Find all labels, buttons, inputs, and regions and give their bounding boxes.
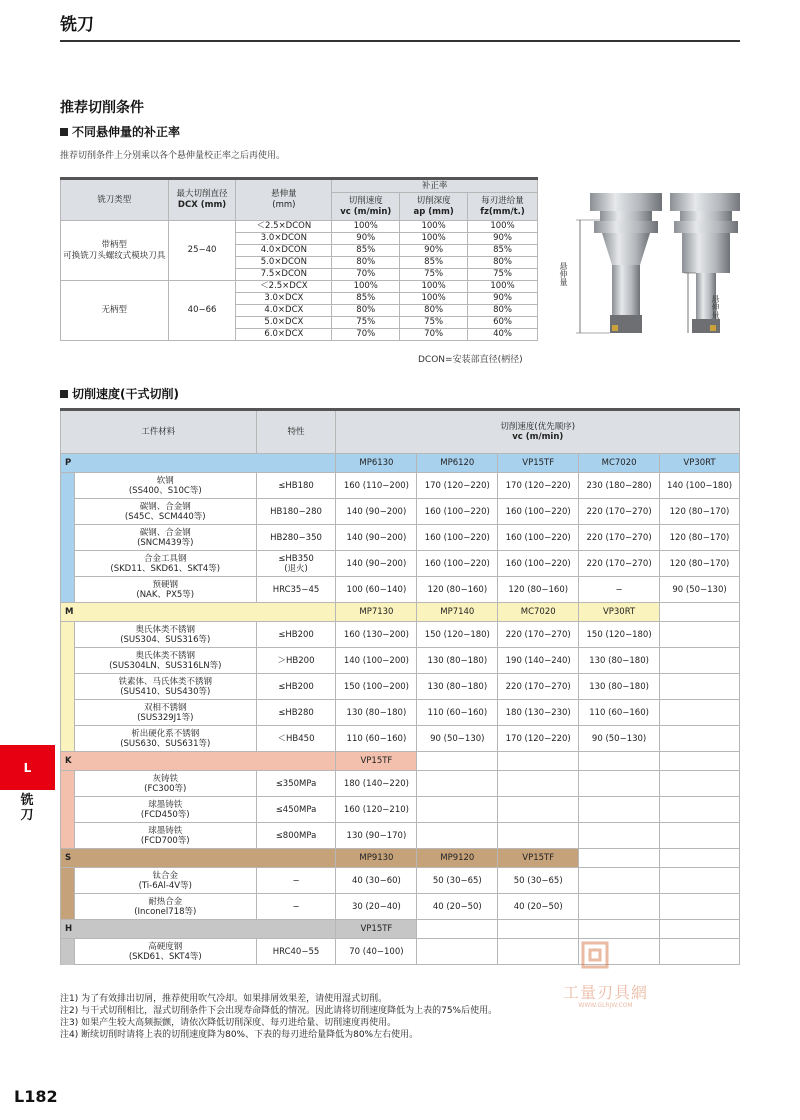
dcx-cell: 25−40 xyxy=(168,221,236,281)
speed-value-cell: 130 (90−170) xyxy=(336,823,417,849)
speed-value-cell xyxy=(498,771,579,797)
group-color-bar xyxy=(61,499,75,525)
group-color-bar xyxy=(61,577,75,603)
col-property-header: 特性 xyxy=(256,410,336,454)
grade-header-cell: MP7130 xyxy=(336,603,417,622)
speed-value-cell: 130 (80−180) xyxy=(336,700,417,726)
material-row xyxy=(61,648,740,674)
iso-group-code: S xyxy=(61,849,336,868)
bullet-square xyxy=(60,128,68,136)
bullet-square xyxy=(60,390,68,398)
material-cell: 奥氏体类不锈钢 (SUS304、SUS316等) xyxy=(74,622,256,648)
group-color-bar xyxy=(61,939,75,965)
speed-value-cell: 130 (80−180) xyxy=(417,648,498,674)
correction-value-cell: 90% xyxy=(332,233,400,245)
section-title: 推荐切削条件 xyxy=(60,100,144,116)
correction-value-cell: 100% xyxy=(332,281,400,293)
property-cell: ＜HB450 xyxy=(256,726,336,752)
speed-value-cell: 100 (60−140) xyxy=(336,577,417,603)
header-rule xyxy=(60,40,740,42)
group-color-bar xyxy=(61,551,75,577)
overhang-cell: 3.0×DCX xyxy=(236,293,332,305)
iso-group-code: M xyxy=(61,603,336,622)
iso-group-code: H xyxy=(61,920,336,939)
speed-value-cell: 130 (80−180) xyxy=(417,674,498,700)
col-dcx-header: 最大切削直径 DCX (mm) xyxy=(168,179,236,221)
subsection-title-text: 切削速度(干式切削) xyxy=(72,387,179,401)
material-cell: 碳钢、合金钢 (S45C、SCM440等) xyxy=(74,499,256,525)
correction-value-cell: 85% xyxy=(332,245,400,257)
group-color-bar xyxy=(61,823,75,849)
speed-value-cell: 230 (180−280) xyxy=(579,473,660,499)
speed-value-cell xyxy=(579,868,660,894)
group-color-bar xyxy=(61,622,75,648)
grade-header-cell xyxy=(498,920,579,939)
speed-value-cell: 180 (140−220) xyxy=(336,771,417,797)
property-cell: ≤HB180 xyxy=(256,473,336,499)
speed-value-cell: 130 (80−180) xyxy=(579,648,660,674)
speed-value-cell: 50 (30−65) xyxy=(498,868,579,894)
overhang-cell: 4.0×DCX xyxy=(236,305,332,317)
col-vc-header: 切削速度 vc (m/min) xyxy=(332,193,400,221)
correction-value-cell: 100% xyxy=(332,221,400,233)
speed-value-cell: 120 (80−170) xyxy=(660,499,740,525)
grade-header-cell: MC7020 xyxy=(579,454,660,473)
group-color-bar xyxy=(61,894,75,920)
speed-value-cell: 110 (60−160) xyxy=(579,700,660,726)
col-type-header: 铣刀类型 xyxy=(61,179,169,221)
material-cell: 铁素体、马氏体类不锈钢 (SUS410、SUS430等) xyxy=(74,674,256,700)
correction-value-cell: 90% xyxy=(400,245,468,257)
group-color-bar xyxy=(61,726,75,752)
speed-table xyxy=(60,408,740,965)
watermark-text: 工量刃具網 xyxy=(562,983,648,1002)
group-color-bar xyxy=(61,648,75,674)
header-title: 铣刀 xyxy=(60,15,94,35)
grade-header-cell: MP6130 xyxy=(336,454,417,473)
grade-header-cell xyxy=(417,752,498,771)
material-cell: 球墨铸铁 (FCD700等) xyxy=(74,823,256,849)
overhang-cell: 4.0×DCON xyxy=(236,245,332,257)
material-group-row xyxy=(61,920,740,939)
material-cell: 双相不锈钢 (SUS329J1等) xyxy=(74,700,256,726)
correction-value-cell: 100% xyxy=(468,221,538,233)
property-cell: − xyxy=(256,868,336,894)
speed-value-cell: 220 (170−270) xyxy=(579,525,660,551)
speed-value-cell: 90 (50−130) xyxy=(417,726,498,752)
speed-value-cell: 40 (30−60) xyxy=(336,868,417,894)
overhang-label-right: 悬伸量 xyxy=(711,295,720,319)
correction-value-cell: 80% xyxy=(332,305,400,317)
speed-value-cell xyxy=(417,797,498,823)
speed-value-cell: 120 (80−160) xyxy=(417,577,498,603)
grade-header-cell xyxy=(498,752,579,771)
grade-header-cell xyxy=(579,849,660,868)
speed-value-cell xyxy=(417,939,498,965)
note-line: 注3) 如果产生较大高频振颤，请依次降低切削深度、每刃进给量、切削速度再使用。 xyxy=(60,1018,397,1028)
property-cell: ＞HB200 xyxy=(256,648,336,674)
material-row xyxy=(61,499,740,525)
speed-value-cell: 160 (110−200) xyxy=(336,473,417,499)
speed-value-cell: 140 (100−180) xyxy=(660,473,740,499)
speed-value-cell: 140 (90−200) xyxy=(336,499,417,525)
property-cell: ≤800MPa xyxy=(256,823,336,849)
property-cell: ≤HB280 xyxy=(256,700,336,726)
property-cell: ≤HB200 xyxy=(256,674,336,700)
speed-value-cell: 180 (130−230) xyxy=(498,700,579,726)
grade-header-cell: VP30RT xyxy=(660,454,740,473)
subsection-title-correction xyxy=(60,123,180,140)
speed-value-cell xyxy=(660,797,740,823)
speed-value-cell: 150 (120−180) xyxy=(417,622,498,648)
speed-value-cell: 40 (20−50) xyxy=(417,894,498,920)
speed-value-cell: 170 (120−220) xyxy=(417,473,498,499)
grade-header-cell: MP9130 xyxy=(336,849,417,868)
speed-value-cell: 140 (90−200) xyxy=(336,525,417,551)
grade-header-cell: VP15TF xyxy=(498,454,579,473)
material-group-row xyxy=(61,849,740,868)
speed-value-cell xyxy=(660,771,740,797)
speed-value-cell: 90 (50−130) xyxy=(660,577,740,603)
tool-illustration xyxy=(560,185,740,350)
material-row xyxy=(61,674,740,700)
side-tab[interactable]: L xyxy=(0,745,55,790)
material-cell: 高硬度钢 (SKD61、SKT4等) xyxy=(74,939,256,965)
speed-value-cell: 110 (60−160) xyxy=(336,726,417,752)
speed-value-cell xyxy=(660,868,740,894)
grade-header-cell xyxy=(579,752,660,771)
material-group-row xyxy=(61,752,740,771)
correction-value-cell: 75% xyxy=(468,269,538,281)
correction-value-cell: 85% xyxy=(332,293,400,305)
correction-value-cell: 40% xyxy=(468,329,538,341)
correction-value-cell: 100% xyxy=(468,281,538,293)
material-row xyxy=(61,868,740,894)
note-line: 注2) 与干式切削相比，湿式切削条件下会出现寿命降低的情况。因此请将切削速度降低为上表的75%后使用。 xyxy=(60,1006,498,1016)
speed-value-cell xyxy=(660,648,740,674)
speed-value-cell: 160 (100−220) xyxy=(498,551,579,577)
group-color-bar xyxy=(61,868,75,894)
speed-value-cell xyxy=(579,894,660,920)
speed-value-cell: − xyxy=(579,577,660,603)
overhang-cell: ＜2.5×DCX xyxy=(236,281,332,293)
grade-header-cell: MP9120 xyxy=(417,849,498,868)
watermark xyxy=(538,940,678,1010)
material-cell: 软钢 (SS400、S10C等) xyxy=(74,473,256,499)
speed-value-cell: 170 (120−220) xyxy=(498,726,579,752)
speed-value-cell: 190 (140−240) xyxy=(498,648,579,674)
grade-header-cell xyxy=(579,920,660,939)
iso-group-code: K xyxy=(61,752,336,771)
speed-value-cell: 40 (20−50) xyxy=(498,894,579,920)
col-overhang-header: 悬伸量 (mm) xyxy=(236,179,332,221)
note-line: 注1) 为了有效排出切屑，推荐使用吹气冷却。如果排屑效果差，请使用湿式切削。 xyxy=(60,994,388,1004)
correction-row xyxy=(61,281,538,293)
speed-value-cell: 90 (50−130) xyxy=(579,726,660,752)
correction-value-cell: 90% xyxy=(468,293,538,305)
material-row xyxy=(61,551,740,577)
material-cell: 钛合金 (Ti-6Al-4V等) xyxy=(74,868,256,894)
speed-value-cell: 110 (60−160) xyxy=(417,700,498,726)
col-fz-header: 每刃进给量 fz(mm/t.) xyxy=(468,193,538,221)
correction-value-cell: 70% xyxy=(332,269,400,281)
material-group-row xyxy=(61,603,740,622)
group-color-bar xyxy=(61,473,75,499)
correction-value-cell: 100% xyxy=(400,293,468,305)
speed-value-cell xyxy=(660,674,740,700)
page-number: L182 xyxy=(14,1087,58,1106)
speed-value-cell: 120 (80−160) xyxy=(498,577,579,603)
speed-value-cell: 160 (120−210) xyxy=(336,797,417,823)
material-cell: 耐热合金 (Inconel718等) xyxy=(74,894,256,920)
speed-value-cell: 120 (80−170) xyxy=(660,525,740,551)
correction-value-cell: 80% xyxy=(468,257,538,269)
material-row xyxy=(61,473,740,499)
watermark-logo-icon xyxy=(580,940,610,970)
material-row xyxy=(61,700,740,726)
watermark-url: WWW.GLRJW.COM xyxy=(578,1002,633,1009)
col-material-header: 工件材料 xyxy=(61,410,257,454)
material-row xyxy=(61,577,740,603)
correction-value-cell: 70% xyxy=(400,329,468,341)
correction-value-cell: 100% xyxy=(400,221,468,233)
cutter-type-cell: 带柄型 可换铣刀头螺纹式模块刀具 xyxy=(61,221,169,281)
property-cell: HRC40−55 xyxy=(256,939,336,965)
material-row xyxy=(61,771,740,797)
group-color-bar xyxy=(61,525,75,551)
material-row xyxy=(61,525,740,551)
grade-header-cell: VP15TF xyxy=(498,849,579,868)
grade-header-cell: VP15TF xyxy=(336,920,417,939)
col-correction-header: 补正率 xyxy=(332,179,538,193)
dcx-cell: 40−66 xyxy=(168,281,236,341)
correction-value-cell: 80% xyxy=(400,305,468,317)
correction-value-cell: 100% xyxy=(400,233,468,245)
shankless-type-tool-icon xyxy=(670,193,740,333)
grade-header-cell: VP30RT xyxy=(579,603,660,622)
material-row xyxy=(61,823,740,849)
grade-header-cell xyxy=(660,752,740,771)
material-row xyxy=(61,894,740,920)
correction-value-cell: 80% xyxy=(332,257,400,269)
grade-header-cell xyxy=(417,920,498,939)
speed-value-cell: 130 (80−180) xyxy=(579,674,660,700)
correction-row xyxy=(61,221,538,233)
property-cell: ≤HB350 (退火) xyxy=(256,551,336,577)
correction-value-cell: 100% xyxy=(400,281,468,293)
property-cell: ≤350MPa xyxy=(256,771,336,797)
speed-value-cell: 120 (80−170) xyxy=(660,551,740,577)
property-cell: HRC35−45 xyxy=(256,577,336,603)
overhang-cell: 7.5×DCON xyxy=(236,269,332,281)
overhang-cell: 5.0×DCON xyxy=(236,257,332,269)
speed-value-cell: 160 (100−220) xyxy=(417,525,498,551)
material-group-row xyxy=(61,454,740,473)
property-cell: − xyxy=(256,894,336,920)
overhang-cell: ＜2.5×DCON xyxy=(236,221,332,233)
speed-value-cell: 150 (100−200) xyxy=(336,674,417,700)
material-cell: 碳钢、合金钢 (SNCM439等) xyxy=(74,525,256,551)
dcon-note: DCON=安装部直径(柄径) xyxy=(418,355,523,365)
material-cell: 球墨铸铁 (FCD450等) xyxy=(74,797,256,823)
speed-value-cell: 160 (100−220) xyxy=(417,551,498,577)
cutter-type-cell: 无柄型 xyxy=(61,281,169,341)
grade-header-cell: VP15TF xyxy=(336,752,417,771)
overhang-cell: 5.0×DCX xyxy=(236,317,332,329)
speed-value-cell xyxy=(660,622,740,648)
speed-value-cell xyxy=(498,823,579,849)
material-cell: 灰铸铁 (FC300等) xyxy=(74,771,256,797)
speed-value-cell xyxy=(660,894,740,920)
group-color-bar xyxy=(61,797,75,823)
grade-header-cell xyxy=(660,920,740,939)
col-speed-header: 切削速度(优先顺序) vc (m/min) xyxy=(336,410,740,454)
speed-value-cell: 140 (100−200) xyxy=(336,648,417,674)
group-color-bar xyxy=(61,771,75,797)
speed-value-cell xyxy=(498,797,579,823)
correction-value-cell: 75% xyxy=(400,269,468,281)
speed-value-cell: 220 (170−270) xyxy=(579,551,660,577)
speed-value-cell: 160 (100−220) xyxy=(498,499,579,525)
speed-value-cell: 30 (20−40) xyxy=(336,894,417,920)
group-color-bar xyxy=(61,674,75,700)
speed-value-cell: 160 (130−200) xyxy=(336,622,417,648)
note-line: 注4) 断续切削时请将上表的切削速度降为80%、下表的每刃进给量降低为80%左右使用。 xyxy=(60,1030,419,1040)
speed-value-cell xyxy=(579,823,660,849)
material-cell: 预硬钢 (NAK、PX5等) xyxy=(74,577,256,603)
speed-value-cell xyxy=(579,771,660,797)
notes xyxy=(60,993,497,1041)
speed-value-cell: 140 (90−200) xyxy=(336,551,417,577)
subsection-title-text: 不同悬伸量的补正率 xyxy=(72,125,181,139)
overhang-cell: 6.0×DCX xyxy=(236,329,332,341)
correction-value-cell: 70% xyxy=(332,329,400,341)
subsection-title-speed xyxy=(60,385,179,402)
grade-header-cell xyxy=(660,603,740,622)
material-row xyxy=(61,726,740,752)
correction-value-cell: 85% xyxy=(468,245,538,257)
col-ap-header: 切削深度 ap (mm) xyxy=(400,193,468,221)
property-cell: ≤450MPa xyxy=(256,797,336,823)
shank-type-tool-icon xyxy=(590,193,662,333)
speed-value-cell: 220 (170−270) xyxy=(579,499,660,525)
material-cell: 奥氏体类不锈钢 (SUS304LN、SUS316LN等) xyxy=(74,648,256,674)
correction-value-cell: 60% xyxy=(468,317,538,329)
speed-value-cell: 150 (120−180) xyxy=(579,622,660,648)
speed-value-cell: 170 (120−220) xyxy=(498,473,579,499)
correction-value-cell: 85% xyxy=(400,257,468,269)
material-row xyxy=(61,622,740,648)
speed-value-cell: 220 (170−270) xyxy=(498,622,579,648)
speed-value-cell: 160 (100−220) xyxy=(498,525,579,551)
grade-header-cell: MP7140 xyxy=(417,603,498,622)
grade-header-cell xyxy=(660,849,740,868)
correction-value-cell: 90% xyxy=(468,233,538,245)
speed-value-cell xyxy=(660,700,740,726)
correction-value-cell: 75% xyxy=(400,317,468,329)
material-cell: 析出硬化系不锈钢 (SUS630、SUS631等) xyxy=(74,726,256,752)
material-row xyxy=(61,797,740,823)
side-tab-label: 铣刀 xyxy=(20,793,34,823)
speed-value-cell xyxy=(417,823,498,849)
correction-table xyxy=(60,177,538,341)
speed-value-cell: 220 (170−270) xyxy=(498,674,579,700)
iso-group-code: P xyxy=(61,454,336,473)
correction-value-cell: 80% xyxy=(468,305,538,317)
speed-value-cell xyxy=(417,771,498,797)
speed-value-cell: 70 (40−100) xyxy=(336,939,417,965)
group-color-bar xyxy=(61,700,75,726)
overhang-label-left: 悬伸量 xyxy=(559,262,568,286)
speed-value-cell xyxy=(660,726,740,752)
property-cell: HB280−350 xyxy=(256,525,336,551)
overhang-cell: 3.0×DCON xyxy=(236,233,332,245)
property-cell: HB180−280 xyxy=(256,499,336,525)
material-cell: 合金工具钢 (SKD11、SKD61、SKT4等) xyxy=(74,551,256,577)
property-cell: ≤HB200 xyxy=(256,622,336,648)
speed-value-cell xyxy=(660,823,740,849)
speed-value-cell xyxy=(579,797,660,823)
speed-value-cell: 160 (100−220) xyxy=(417,499,498,525)
intro-text: 推荐切削条件上分别乘以各个悬伸量校正率之后再使用。 xyxy=(60,151,286,161)
grade-header-cell: MC7020 xyxy=(498,603,579,622)
grade-header-cell: MP6120 xyxy=(417,454,498,473)
correction-value-cell: 75% xyxy=(332,317,400,329)
speed-value-cell: 50 (30−65) xyxy=(417,868,498,894)
